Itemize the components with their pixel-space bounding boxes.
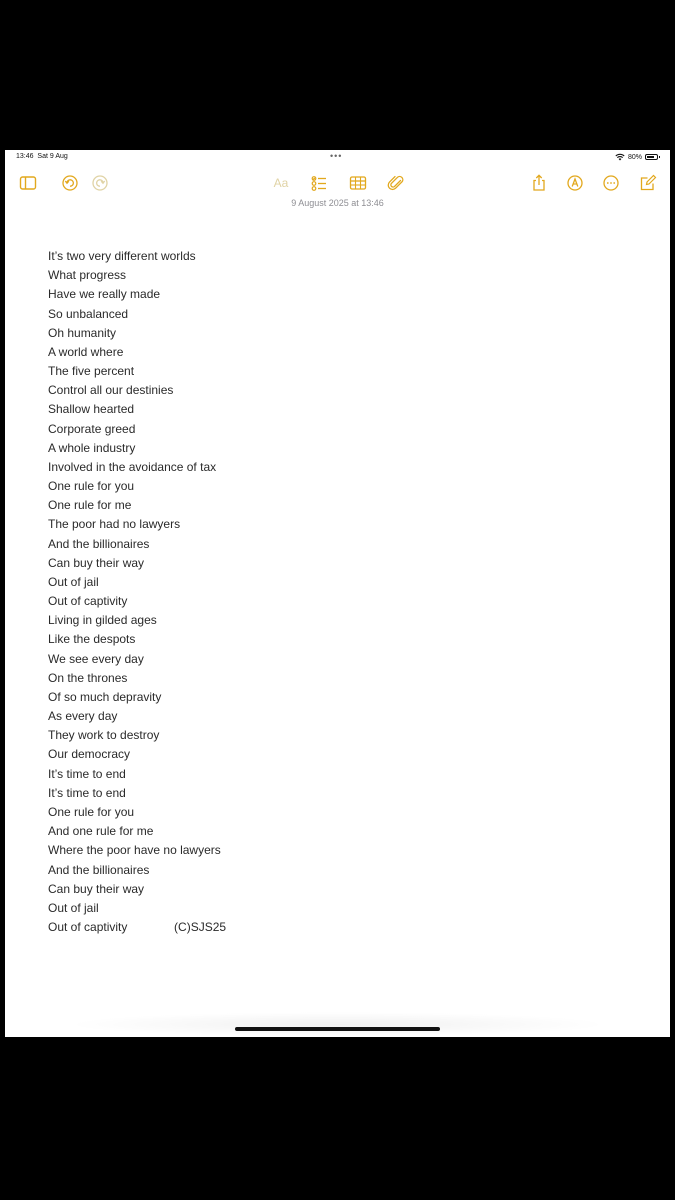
note-line: The poor had no lawyers	[48, 517, 181, 532]
note-line: Out of jail	[48, 900, 99, 915]
note-line: And one rule for me	[48, 824, 154, 839]
note-line: One rule for you	[48, 804, 135, 819]
note-line: Of so much depravity	[48, 689, 162, 704]
attachment-icon[interactable]	[386, 173, 406, 193]
note-line: It’s time to end	[48, 785, 126, 800]
note-line: Corporate greed	[48, 421, 136, 436]
table-icon[interactable]	[348, 173, 368, 193]
note-line: What progress	[48, 268, 127, 283]
home-indicator[interactable]	[235, 1027, 440, 1031]
note-line: Can buy their way	[48, 881, 145, 896]
note-line: And the billionaires	[48, 536, 150, 551]
redo-icon[interactable]	[90, 173, 110, 193]
note-line: On the thrones	[48, 670, 128, 685]
note-line: Out of jail	[48, 574, 99, 589]
battery-icon	[645, 154, 658, 160]
note-line: One rule for you	[48, 479, 135, 494]
note-line: Living in gilded ages	[48, 613, 157, 628]
format-icon[interactable]: Aa	[273, 176, 289, 190]
note-line: Shallow hearted	[48, 402, 135, 417]
note-line: Involved in the avoidance of tax	[48, 459, 217, 474]
wifi-icon	[615, 153, 625, 161]
note-timestamp: 9 August 2025 at 13:46	[291, 198, 384, 208]
note-line: Have we really made	[48, 287, 161, 302]
note-line: Oh humanity	[48, 325, 117, 340]
note-line: Where the poor have no lawyers	[48, 843, 221, 858]
markup-icon[interactable]	[565, 173, 585, 193]
date-text: Sat 9 Aug	[37, 153, 68, 160]
note-line: Out of captivity	[48, 594, 128, 609]
status-time	[16, 153, 68, 160]
note-body[interactable]	[48, 247, 628, 937]
note-line: We see every day	[48, 651, 144, 666]
battery-percent: 80%	[627, 153, 642, 161]
more-icon[interactable]	[601, 173, 621, 193]
ipad-screen	[5, 150, 670, 1037]
note-line: Can buy their way	[48, 555, 145, 570]
note-line: Control all our destinies	[48, 383, 174, 398]
checklist-icon[interactable]	[309, 173, 329, 193]
status-bar	[5, 150, 670, 164]
note-line: One rule for me	[48, 498, 132, 513]
sidebar-icon[interactable]	[18, 173, 38, 193]
undo-icon[interactable]	[60, 173, 80, 193]
compose-icon[interactable]	[638, 173, 658, 193]
note-line: So unbalanced	[48, 306, 129, 321]
notes-toolbar	[5, 170, 670, 196]
note-line: And the billionaires	[48, 862, 150, 877]
share-icon[interactable]	[529, 173, 549, 193]
status-indicators	[615, 153, 658, 161]
note-line: As every day	[48, 709, 118, 724]
time-text: 13:46	[16, 153, 34, 160]
battery-level	[647, 156, 654, 158]
note-line: A world where	[48, 344, 124, 359]
note-line: Like the despots	[48, 632, 136, 647]
note-line: It’s two very different worlds	[48, 249, 196, 263]
note-line: A whole industry	[48, 440, 136, 455]
home-indicator-shadow	[65, 1012, 610, 1037]
note-line: The five percent	[48, 364, 135, 379]
note-line: They work to destroy	[48, 728, 160, 743]
note-line: Our democracy	[48, 747, 131, 762]
note-line: It’s time to end	[48, 766, 126, 781]
multitasking-dots[interactable]: •••	[330, 151, 343, 161]
note-line: Out of captivity (C)SJS25	[48, 920, 227, 935]
